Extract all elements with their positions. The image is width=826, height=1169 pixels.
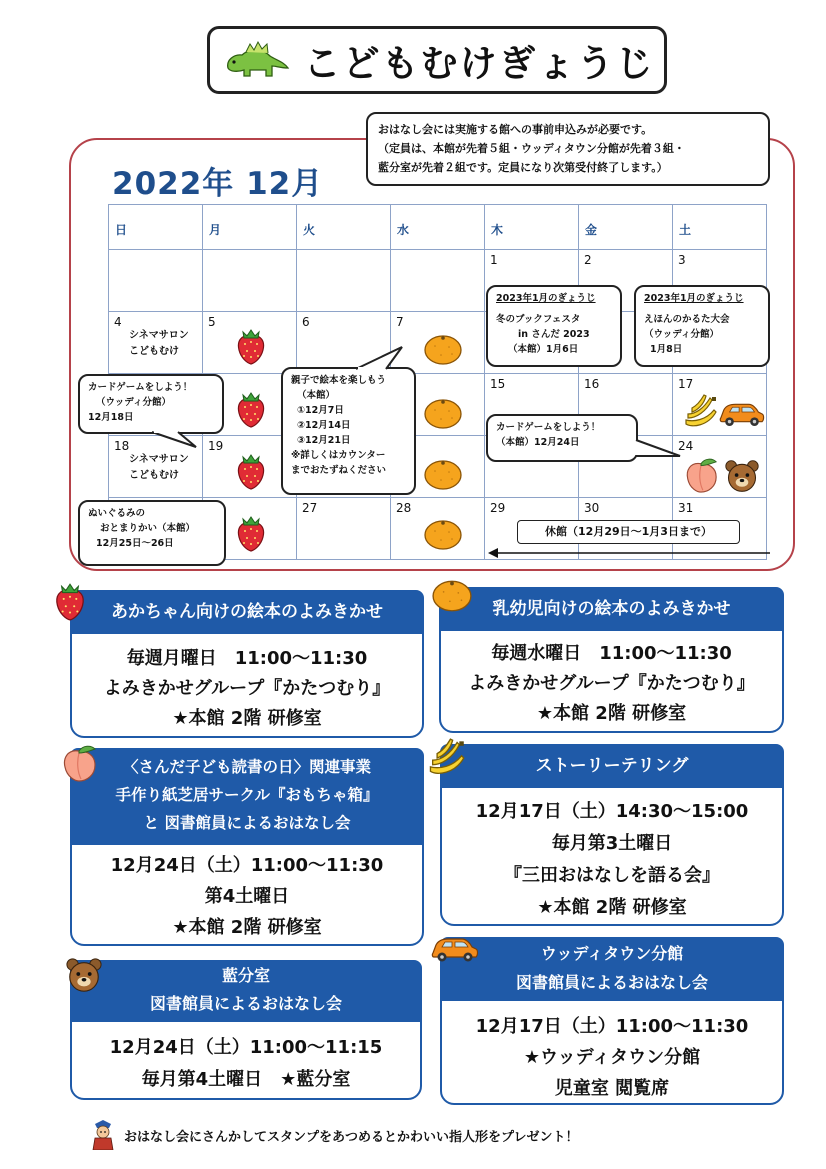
strawberry-icon: [234, 451, 268, 491]
calendar-title: 2022年 12月: [112, 166, 324, 202]
closed-period-arrow: [488, 548, 770, 558]
card-title: 図書館員によるおはなし会: [149, 994, 342, 1013]
day-number: 27: [302, 501, 318, 515]
orange-icon: [431, 578, 473, 612]
card-line: 児童室 閲覧席: [554, 1078, 670, 1099]
card-title: 図書館員によるおはなし会: [515, 973, 708, 992]
card-line: ★本館 2階 研修室: [536, 703, 687, 724]
bubble-line: in さんだ 2023: [518, 329, 590, 340]
event-line: シネマサロン: [129, 454, 189, 465]
strawberry-icon: [234, 513, 268, 553]
card-line: 毎月第4土曜日 ★藍分室: [141, 1069, 351, 1090]
strawberry-icon: [234, 326, 268, 366]
card-header: [70, 960, 422, 1022]
card-title: ストーリーテリング: [535, 756, 689, 776]
peach-icon: [60, 745, 98, 783]
strawberry-icon: [52, 580, 88, 622]
card-line: ★本館 2階 研修室: [172, 917, 322, 938]
card-header: [70, 590, 424, 634]
weekday-thu: [485, 205, 579, 250]
card-header: [70, 748, 424, 845]
bear-icon: [65, 956, 103, 994]
bubble-line: 冬のブックフェスタ: [496, 314, 581, 325]
car-icon: [430, 932, 480, 964]
card-header: [439, 587, 784, 631]
bubble-card-game-woody: [78, 374, 224, 434]
day-number: 29: [490, 501, 506, 515]
card-body: [72, 850, 422, 943]
event-line: シネマサロン: [129, 330, 189, 341]
bubble-line: までおたずねください: [291, 465, 387, 476]
banana-icon: [682, 394, 718, 430]
orange-icon: [423, 333, 463, 365]
footer-text: おはなし会にさんかしてスタンプをあつめるとかわいい指人形をプレゼント！: [124, 1129, 579, 1145]
card-body: [72, 1032, 420, 1096]
card-line: よみきかせグループ『かたつむり』: [468, 673, 755, 694]
card-line: 毎月第3土曜日: [551, 833, 673, 854]
bubble-line: ぬいぐるみの: [88, 508, 146, 519]
day-cell-4: [109, 312, 203, 374]
bubble-line: えほんのかるた大会: [644, 314, 730, 325]
bubble-line: カードゲームをしよう！: [88, 382, 193, 393]
card-line: 『三田おはなしを語る会』: [504, 865, 720, 886]
footer-note: [90, 1120, 578, 1150]
bubble-line: 1月8日: [650, 344, 683, 355]
card-header: [440, 744, 784, 788]
card-line: 12月17日（土）14:30～15:00: [475, 801, 749, 822]
card-title: 藍分室: [221, 966, 270, 985]
card-line: 12月17日（土）11:00～11:30: [475, 1016, 749, 1037]
bubble-line: 12月25日～26日: [96, 538, 174, 549]
day-number: 17: [678, 377, 694, 391]
day-number: 5: [208, 315, 216, 329]
bubble-line: カードゲームをしよう！: [496, 422, 601, 433]
card-line: ★本館 2階 研修室: [172, 708, 322, 729]
bubble-tail: [150, 431, 200, 449]
bubble-line: （本館）12月24日: [496, 437, 580, 448]
bubble-january-event-honkan: [486, 285, 622, 367]
card-line: 毎週月曜日 11:00～11:30: [126, 648, 368, 669]
day-cell-27: [297, 498, 391, 560]
weekday-label: 土: [679, 223, 692, 237]
card-title: と 図書館員によるおはなし会: [143, 814, 351, 832]
event-cinema-salon: [129, 328, 189, 360]
day-number: 16: [584, 377, 600, 391]
day-number: 3: [678, 253, 686, 267]
bubble-line: ③12月21日: [297, 435, 351, 446]
banana-icon: [426, 738, 466, 778]
event-cinema-salon: [129, 452, 189, 484]
strawberry-icon: [234, 389, 268, 429]
card-line: よみきかせグループ『かたつむり』: [103, 678, 391, 699]
bubble-line: ①12月7日: [297, 405, 344, 416]
day-number: 31: [678, 501, 694, 515]
card-body: [72, 644, 422, 734]
card-title: 乳幼児向けの絵本のよみきかせ: [492, 599, 731, 619]
bubble-title: 2023年1月のぎょうじ: [496, 293, 596, 304]
card-sanda-reading-day: [70, 748, 424, 946]
card-line: 第4土曜日: [204, 886, 290, 907]
card-line: 12月24日（土）11:00～11:30: [110, 855, 384, 876]
bubble-line: （ウッディ分館）: [644, 329, 720, 340]
car-icon: [718, 398, 766, 428]
card-title: 手作り紙芝居サークル『おもちゃ箱』: [115, 786, 379, 804]
orange-icon: [423, 518, 463, 550]
orange-icon: [423, 397, 463, 429]
bubble-line: （本館）: [297, 390, 336, 401]
weekday-fri: [579, 205, 673, 250]
day-number: 6: [302, 315, 310, 329]
weekday-sun: [109, 205, 203, 250]
bubble-line: （ウッディ分館）: [96, 397, 172, 408]
card-baby-storytime: [70, 590, 424, 738]
day-number: 18: [114, 439, 130, 453]
orange-icon: [423, 458, 463, 490]
card-title: ウッディタウン分館: [540, 944, 684, 963]
weekday-tue: [297, 205, 391, 250]
card-ai-branch: [70, 960, 422, 1100]
day-number: 19: [208, 439, 224, 453]
bubble-line: （本館）1月6日: [508, 344, 579, 355]
bubble-card-game-honkan: [486, 414, 638, 462]
finger-puppet-icon: [90, 1120, 116, 1150]
bear-icon: [724, 458, 760, 494]
bubble-line: 親子で絵本を楽しもう: [291, 375, 387, 386]
bubble-line: おとまりかい（本館）: [100, 523, 196, 534]
card-header: [440, 937, 784, 1001]
event-line: こどもむけ: [129, 470, 179, 481]
card-line: ★ウッディタウン分館: [523, 1047, 701, 1068]
card-title: 〈さんだ子ども読書の日〉関連事業: [122, 758, 371, 776]
weekday-label: 火: [303, 223, 316, 237]
day-number: 24: [678, 439, 694, 453]
weekday-label: 日: [115, 223, 128, 237]
weekday-label: 金: [585, 223, 598, 237]
day-number: 30: [584, 501, 600, 515]
bubble-line: ※詳しくはカウンター: [291, 450, 386, 461]
card-body: [441, 639, 782, 729]
day-cell-empty: [391, 250, 485, 312]
card-story-telling: [440, 744, 784, 926]
day-number: 15: [490, 377, 506, 391]
dinosaur-icon: [220, 38, 290, 82]
day-number: 7: [396, 315, 404, 329]
reservation-notice: [366, 112, 770, 186]
page-title-box: [207, 26, 667, 94]
notice-line-3: 藍分室が先着２組です。定員になり次第受付終了します。）: [378, 161, 668, 174]
weekday-label: 木: [491, 223, 504, 237]
day-cell-empty: [109, 250, 203, 312]
card-line: 毎週水曜日 11:00～11:30: [491, 643, 732, 664]
notice-line-2: （定員は、本館が先着５組・ウッディタウン分館が先着３組・: [378, 142, 685, 155]
card-body: [442, 796, 782, 924]
weekday-sat: [673, 205, 767, 250]
weekday-label: 水: [397, 223, 410, 237]
bubble-line: ②12月14日: [297, 420, 351, 431]
card-body: [442, 1011, 782, 1104]
card-woody-town-branch: [440, 937, 784, 1105]
bubble-oyako-ehon: [281, 367, 416, 495]
event-line: こどもむけ: [129, 346, 179, 357]
bubble-january-event-woody: [634, 285, 770, 367]
weekday-wed: [391, 205, 485, 250]
bubble-nuigurumi-otomarikai: [78, 500, 226, 566]
bubble-tail: [634, 438, 684, 460]
weekday-label: 月: [209, 223, 222, 237]
bubble-line: 12月18日: [88, 412, 134, 423]
card-line: ★本館 2階 研修室: [537, 897, 687, 918]
page-title: こどもむけぎょうじ: [303, 42, 655, 85]
notice-line-1: おはなし会には実施する館への事前申込みが必要です。: [378, 123, 653, 136]
day-number: 4: [114, 315, 122, 329]
weekday-mon: [203, 205, 297, 250]
card-toddler-storytime: [439, 587, 784, 733]
day-number: 2: [584, 253, 592, 267]
day-cell-empty: [203, 250, 297, 312]
peach-icon: [683, 458, 719, 494]
closed-period-label: 休館（12月29日～1月3日まで）: [517, 520, 740, 544]
card-title: あかちゃん向けの絵本のよみきかせ: [111, 602, 383, 622]
day-number: 28: [396, 501, 412, 515]
bubble-title: 2023年1月のぎょうじ: [644, 293, 744, 304]
card-line: 12月24日（土）11:00～11:15: [109, 1037, 383, 1058]
day-number: 1: [490, 253, 498, 267]
day-cell-empty: [297, 250, 391, 312]
bubble-tail: [352, 345, 412, 370]
